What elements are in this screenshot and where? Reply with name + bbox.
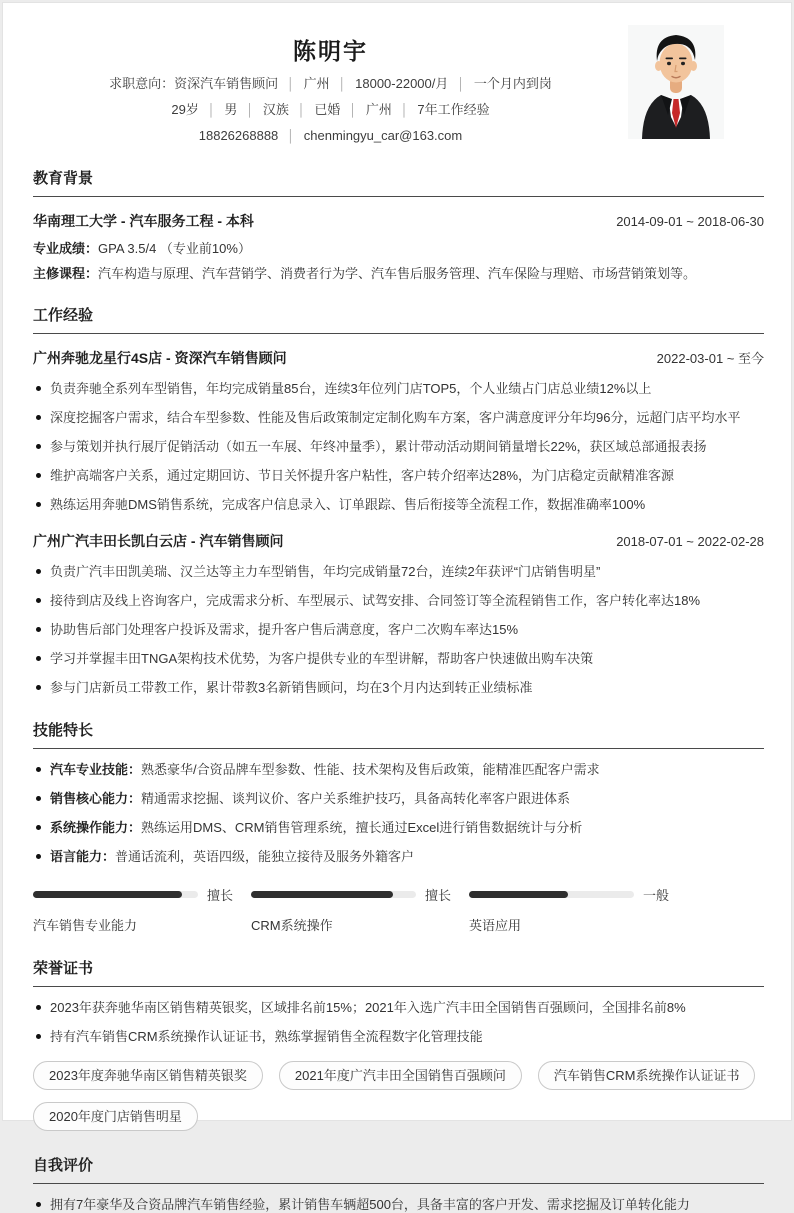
skill-bar-row — [251, 885, 469, 904]
info-segment: 18826268888 — [198, 128, 279, 143]
skill-bar-track — [469, 891, 634, 898]
contact-segments — [199, 128, 462, 143]
row-label: 主修课程： — [33, 266, 99, 281]
skill-name: CRM系统操作 — [251, 918, 333, 933]
section-skills — [33, 719, 764, 934]
info-segment: │ 汉族 — [237, 102, 289, 117]
skill-text: 精通需求挖掘、谈判议价、客户关系维护技巧，具备高转化率客户跟进体系 — [141, 791, 571, 806]
info-segment: │ 男 — [199, 102, 238, 117]
badge-pill: 2023年度奔驰华南区销售精英银奖 — [33, 1061, 263, 1090]
header-text-block — [33, 25, 628, 144]
skill-bar-fill — [469, 891, 568, 898]
job-bullet-list — [33, 563, 764, 696]
skill-level-label: 擅长 — [425, 888, 452, 903]
info-segment: │ 一个月内到岗 — [448, 76, 552, 91]
section-work — [33, 304, 764, 696]
personal-info-line — [33, 102, 628, 118]
badge-pill: 汽车销售CRM系统操作认证证书 — [538, 1061, 756, 1090]
info-segment: │ 18000-22000/月 — [330, 76, 449, 91]
skill-bar-group — [33, 885, 251, 934]
section-title-skills: 技能特长 — [33, 719, 764, 749]
skill-bar-row — [33, 885, 251, 904]
job-bullet: 协助售后部门处理客户投诉及需求，提升客户售后满意度，客户二次购车率达15% — [33, 621, 764, 638]
badge-pill: 2020年度门店销售明星 — [33, 1102, 198, 1131]
info-segment: │ 7年工作经验 — [392, 102, 490, 117]
personal-info-segments — [171, 102, 489, 117]
job-bullet: 学习并掌握丰田TNGA架构技术优势，为客户提供专业的车型讲解，帮助客户快速做出购车决策 — [33, 650, 764, 667]
skill-bar-fill — [251, 891, 393, 898]
candidate-name: 陈明宇 — [293, 38, 368, 64]
job-intent-label: 求职意向： — [109, 76, 175, 91]
row-label: 专业成绩： — [33, 241, 99, 256]
education-row — [33, 241, 764, 256]
contact-line — [33, 128, 628, 144]
job-head — [33, 348, 764, 368]
honor-bullet: 2023年获奔驰华南区销售精英银奖，区域排名前15%；2021年入选广汽丰田全国销售百强顾问，全国排名前8% — [33, 999, 764, 1016]
skill-bullet-list — [33, 761, 764, 865]
honor-badges — [33, 1061, 764, 1131]
skill-bar-group — [251, 885, 469, 934]
job-bullet: 参与策划并执行展厅促销活动（如五一车展、年终冲量季），累计带动活动期间销量增长22%，获区域总部通报表扬 — [33, 438, 764, 455]
honor-bullet-list — [33, 999, 764, 1045]
job-date-range: 2022-03-01 ~ 至今 — [656, 351, 764, 366]
skill-level-label: 一般 — [643, 888, 670, 903]
skill-bar-fill — [33, 891, 182, 898]
profile-photo — [628, 25, 724, 139]
job-bullet: 熟练运用奔驰DMS销售系统，完成客户信息录入、订单跟踪、售后衔接等全流程工作，数据准确率100% — [33, 496, 764, 513]
skill-name: 英语应用 — [469, 918, 522, 933]
info-segment: 29岁 — [171, 102, 199, 117]
skill-bar-row — [469, 885, 687, 904]
skill-label: 销售核心能力： — [50, 791, 142, 806]
section-honors — [33, 957, 764, 1131]
skill-label: 语言能力： — [50, 849, 116, 864]
skill-level-label: 擅长 — [207, 888, 234, 903]
skill-name: 汽车销售专业能力 — [33, 918, 138, 933]
job-bullet-list — [33, 380, 764, 513]
education-row — [33, 266, 764, 281]
section-title-summary: 自我评价 — [33, 1154, 764, 1184]
section-summary — [33, 1154, 764, 1213]
school-degree: 华南理工大学 - 汽车服务工程 - 本科 — [33, 213, 254, 229]
skill-bar-group — [469, 885, 687, 934]
education-item-head — [33, 211, 764, 231]
male-avatar-illustration — [628, 25, 724, 139]
section-title-education: 教育背景 — [33, 167, 764, 197]
row-text: 汽车构造与原理、汽车营销学、消费者行为学、汽车售后服务管理、汽车保险与理赔、市场营销策划等。 — [98, 266, 697, 281]
skill-text: 普通话流利，英语四级，能独立接待及服务外籍客户 — [115, 849, 415, 864]
resume-header — [33, 3, 764, 144]
job-bullet: 负责广汽丰田凯美瑞、汉兰达等主力车型销售，年均完成销量72台，连续2年获评“门店销售明星” — [33, 563, 764, 580]
section-title-honors: 荣誉证书 — [33, 957, 764, 987]
skill-text: 熟悉豪华/合资品牌车型参数、性能、技术架构及售后政策，能精准匹配客户需求 — [141, 762, 600, 777]
skill-label: 汽车专业技能： — [50, 762, 142, 777]
resume-page — [2, 2, 792, 1212]
job-bullet: 深度挖掘客户需求，结合车型参数、性能及售后政策制定定制化购车方案，客户满意度评分年均96分，远超门店平均水平 — [33, 409, 764, 426]
job-bullet: 接待到店及线上咨询客户，完成需求分析、车型展示、试驾安排、合同签订等全流程销售工作，客户转化率达18% — [33, 592, 764, 609]
skill-label: 系统操作能力： — [50, 820, 142, 835]
section-title-work: 工作经验 — [33, 304, 764, 334]
education-date-range: 2014-09-01 ~ 2018-06-30 — [616, 214, 764, 229]
honor-bullet: 持有汽车销售CRM系统操作认证证书，熟练掌握销售全流程数字化管理技能 — [33, 1028, 764, 1045]
badge-pill: 2021年度广汽丰田全国销售百强顾问 — [279, 1061, 522, 1090]
job-company-role: 广州奔驰龙星行4S店 - 资深汽车销售顾问 — [33, 350, 287, 366]
section-education — [33, 167, 764, 281]
skill-bars — [33, 885, 764, 934]
skill-bullet — [33, 848, 764, 865]
job-head — [33, 531, 764, 551]
job-intent-line — [33, 76, 628, 92]
job-company-role: 广州广汽丰田长凯白云店 - 汽车销售顾问 — [33, 533, 284, 549]
skill-bullet — [33, 819, 764, 836]
job-date-range: 2018-07-01 ~ 2022-02-28 — [616, 534, 764, 549]
summary-bullet: 拥有7年豪华及合资品牌汽车销售经验，累计销售车辆超500台，具备丰富的客户开发、需求挖掘及订单转化能力 — [33, 1196, 764, 1213]
skill-bullet — [33, 761, 764, 778]
education-rows — [33, 241, 764, 281]
job-bullet: 负责奔驰全系列车型销售，年均完成销量85台，连续3年位列门店TOP5，个人业绩占门店总业绩12%以上 — [33, 380, 764, 397]
job-bullet: 维护高端客户关系，通过定期回访、节日关怀提升客户粘性，客户转介绍率达28%，为门店稳定贡献精准客源 — [33, 467, 764, 484]
info-segment: │ 广州 — [278, 76, 330, 91]
info-segment: │ 已婚 — [289, 102, 341, 117]
row-text: GPA 3.5/4 （专业前10%） — [98, 241, 251, 256]
info-segment: 资深汽车销售顾问 — [174, 76, 279, 91]
job-item-1 — [33, 348, 764, 513]
job-item-2 — [33, 531, 764, 696]
info-segment: │ 广州 — [340, 102, 392, 117]
skill-bullet — [33, 790, 764, 807]
job-bullet: 参与门店新员工带教工作，累计带教3名新销售顾问，均在3个月内达到转正业绩标准 — [33, 679, 764, 696]
summary-bullet-list — [33, 1196, 764, 1213]
job-intent-segments — [174, 76, 552, 91]
info-segment: │ chenmingyu_car@163.com — [278, 128, 462, 143]
skill-bar-track — [251, 891, 416, 898]
skill-bar-track — [33, 891, 198, 898]
skill-text: 熟练运用DMS、CRM销售管理系统，擅长通过Excel进行销售数据统计与分析 — [141, 820, 583, 835]
